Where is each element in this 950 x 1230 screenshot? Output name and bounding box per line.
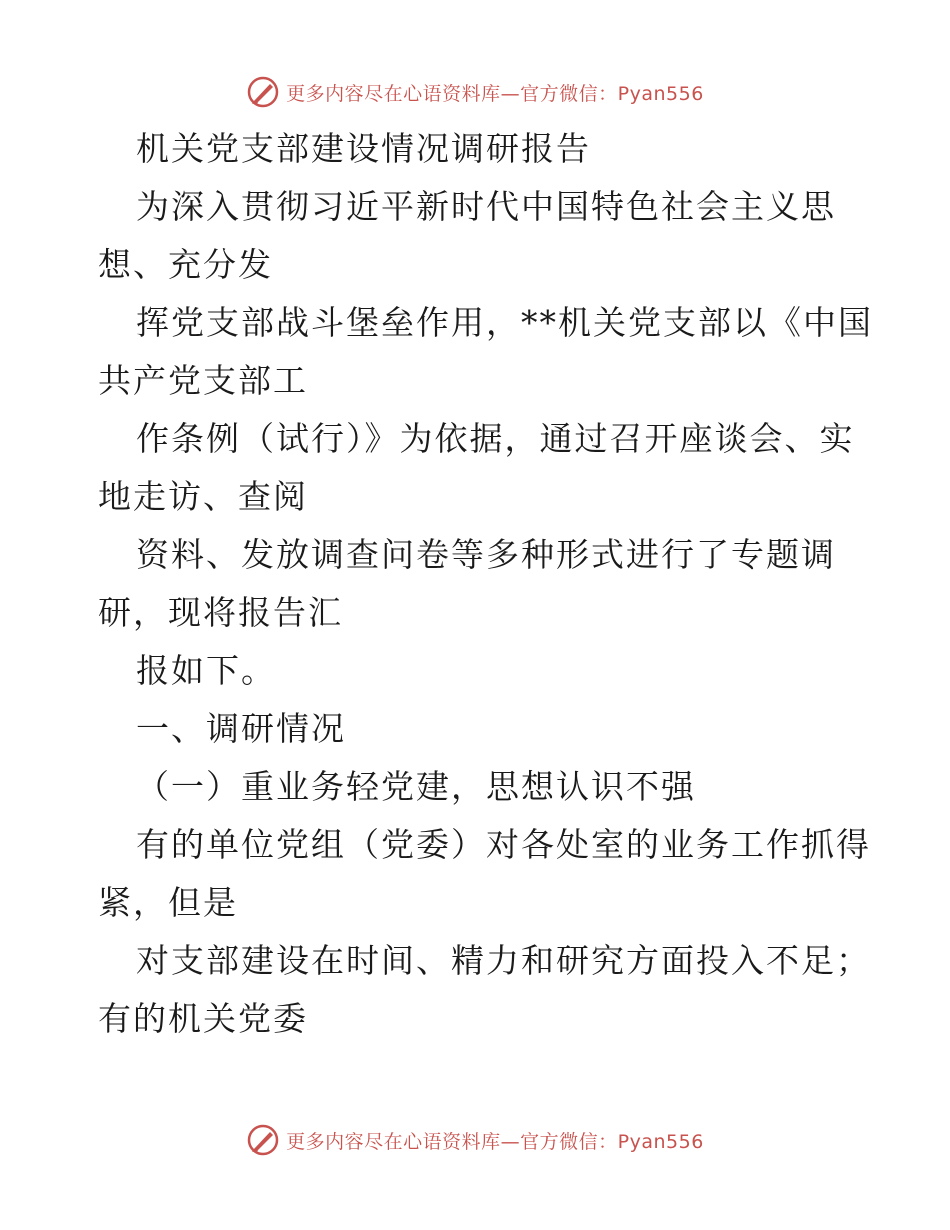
subsection-heading: （一）重业务轻党建，思想认识不强 (136, 767, 696, 806)
paragraph-line: 作条例（试行）》为依据，通过召开座谈会、实 (136, 419, 855, 458)
paragraph-line: 报如下。 (136, 651, 276, 690)
footer-watermark (0, 1120, 950, 1160)
paragraph-line: 紧，但是 (98, 883, 238, 922)
paragraph-line: 共产党支部工 (98, 361, 308, 400)
quill-pen-logo-icon (246, 75, 280, 109)
paragraph-line: 挥党支部战斗堡垒作用，**机关党支部以《中国 (136, 303, 873, 342)
paragraph-line: 有的单位党组（党委）对各处室的业务工作抓得 (136, 825, 871, 864)
document-title: 机关党支部建设情况调研报告 (136, 129, 591, 168)
section-heading: 一、调研情况 (136, 709, 346, 748)
paragraph-line: 为深入贯彻习近平新时代中国特色社会主义思 (136, 187, 836, 226)
paragraph-line: 有的机关党委 (98, 999, 308, 1038)
paragraph-line: 想、充分发 (98, 245, 273, 284)
paragraph-line: 研，现将报告汇 (98, 593, 343, 632)
paragraph-line: 地走访、查阅 (98, 477, 308, 516)
paragraph-line: 对支部建设在时间、精力和研究方面投入不足； (136, 941, 871, 980)
watermark-text: 更多内容尽在心语资料库—官方微信：Pyan556 (286, 82, 704, 105)
document-body (98, 120, 873, 1048)
header-watermark (0, 72, 950, 112)
paragraph-line: 资料、发放调查问卷等多种形式进行了专题调 (136, 535, 836, 574)
quill-pen-logo-icon (246, 1123, 280, 1157)
watermark-text: 更多内容尽在心语资料库—官方微信：Pyan556 (286, 1130, 704, 1153)
